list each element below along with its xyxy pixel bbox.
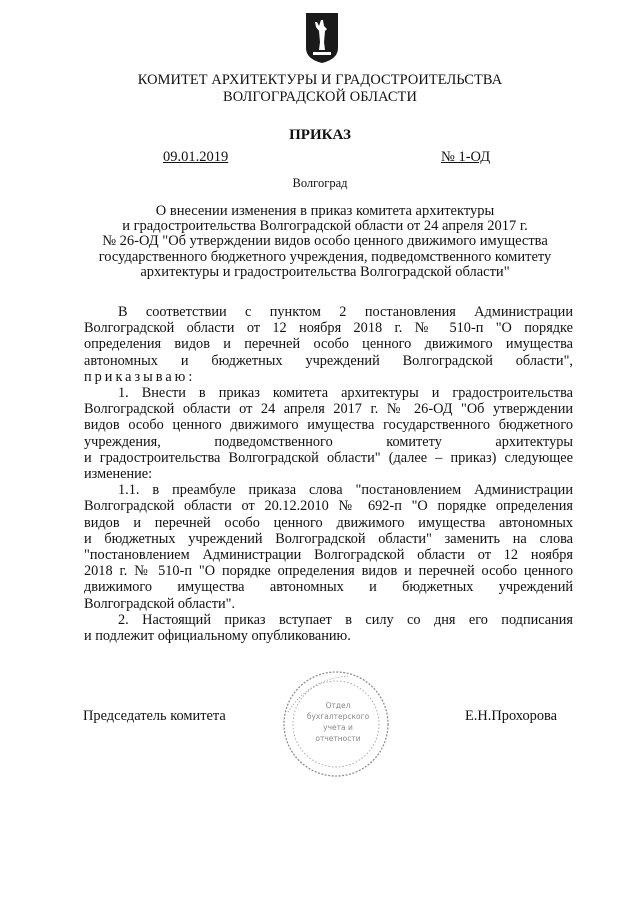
body-line: 2. Настоящий приказ вступает в силу со дня его подписания (118, 611, 573, 628)
body-line: приказываю: (84, 368, 196, 385)
organization-name-line1: КОМИТЕТ АРХИТЕКТУРЫ И ГРАДОСТРОИТЕЛЬСТВА (137, 72, 503, 88)
city-name: Волгоград (292, 176, 348, 190)
signatory-name: Е.Н.Прохорова (465, 708, 558, 724)
body-line: видов и перечней особо ценного движимого имущества автономных (84, 514, 573, 531)
body-line: и градостроительства Волгоградской области" (далее – приказ) следующее (84, 449, 573, 466)
svg-text:бухгалтерского: бухгалтерского (306, 712, 370, 721)
svg-text:отчетности: отчетности (315, 734, 361, 743)
svg-text:Отдел: Отдел (325, 701, 351, 710)
body-line: 1.1. в преамбуле приказа слова "постановлением Администрации (118, 482, 573, 499)
document-title: ПРИКАЗ (289, 127, 351, 143)
body-line: Волгоградской области от 24 апреля 2017 г. № 26-ОД "Об утверждении (84, 401, 573, 418)
order-number: № 1-ОД (441, 149, 491, 165)
body-line: изменение: (84, 466, 153, 483)
subject-line: архитектуры и градостроительства Волгоградской области" (140, 263, 510, 280)
coat-of-arms-icon (305, 12, 339, 64)
order-body (84, 304, 573, 644)
body-line: В соответствии с пунктом 2 постановления Администрации (118, 304, 573, 320)
order-date: 09.01.2019 (163, 149, 229, 165)
subject-line: № 26-ОД "Об утверждении видов особо ценного движимого имущества (102, 233, 548, 250)
order-subject (80, 204, 570, 280)
round-stamp (280, 668, 392, 780)
body-line: 1. Внести в приказ комитета архитектуры и градостроительства (118, 385, 573, 402)
body-line: "постановлением Администрации Волгоградской области от 12 ноября (84, 547, 573, 564)
subject-line: О внесении изменения в приказ комитета архитектуры (155, 203, 495, 219)
svg-text:учета и: учета и (323, 723, 353, 732)
signatory-position: Председатель комитета (83, 708, 226, 724)
body-line: учреждения, подведомственного комитету архитектуры (84, 433, 573, 450)
body-line: определения видов и перечней особо ценного движимого имущества (84, 336, 573, 353)
organization-name-line2: ВОЛГОГРАДСКОЙ ОБЛАСТИ (223, 89, 417, 105)
body-line: 2018 г. № 510-п "О порядке определения видов и перечней особо ценного (84, 563, 573, 580)
body-line: Волгоградской области от 20.12.2010 № 692-п "О порядке определения (84, 498, 573, 515)
subject-line: государственного бюджетного учреждения, подведомственного комитету (98, 248, 552, 265)
body-line: движимого имущества автономных и бюджетных учреждений (84, 579, 573, 596)
body-line: Волгоградской области". (84, 595, 236, 612)
body-line: и подлежит официальному опубликованию. (84, 628, 351, 645)
body-line: видов особо ценного движимого имущества государственного бюджетного (84, 417, 573, 434)
body-line: автономных и бюджетных учреждений Волгоградской области", (84, 352, 573, 369)
body-line: и бюджетных учреждений Волгоградской области" заменить на слова (84, 530, 573, 547)
body-line: Волгоградской области от 12 ноября 2018 г. № 510-п "О порядке (84, 320, 573, 337)
subject-line: и градостроительства Волгоградской области от 24 апреля 2017 г. (122, 218, 528, 235)
